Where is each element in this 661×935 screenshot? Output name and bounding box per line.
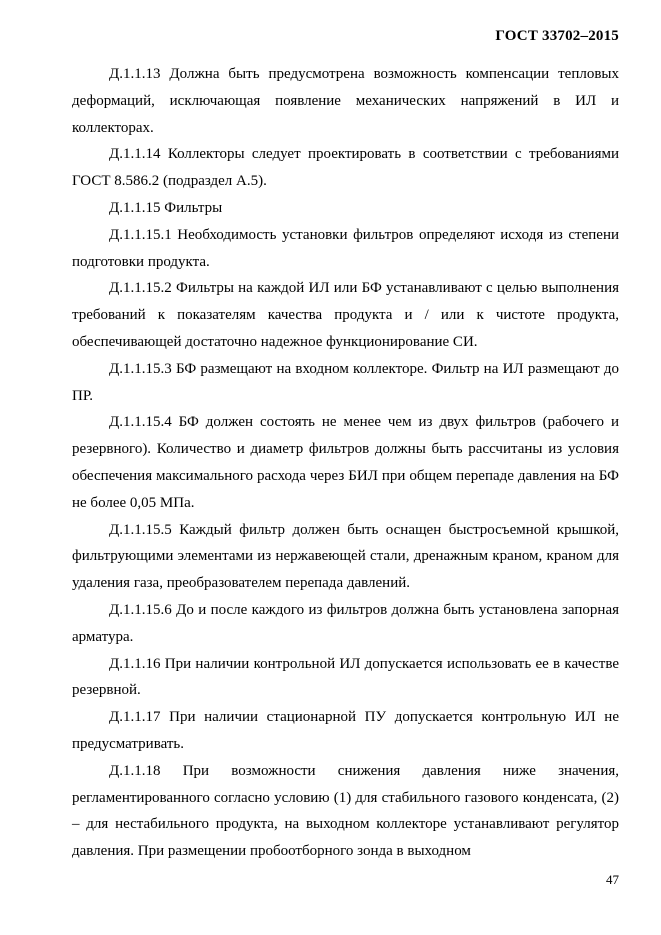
paragraph-d-1-1-15-4: Д.1.1.15.4 БФ должен состоять не менее чем из двух фильтров (рабочего и резервного). Количество и диаметр фильтров должны быть рассчитаны из условия обеспечения максимального расхода через БИЛ при общем перепаде давления на БФ не более 0,05 МПа.: [72, 414, 619, 511]
paragraph-d-1-1-16: Д.1.1.16 При наличии контрольной ИЛ допускается использовать ее в качестве резервной.: [72, 655, 619, 699]
paragraph-d-1-1-15: Д.1.1.15 Фильтры: [109, 199, 223, 216]
document-body: [72, 61, 619, 865]
paragraph-d-1-1-14: Д.1.1.14 Коллекторы следует проектировать в соответствии с требованиями ГОСТ 8.586.2 (подраздел А.5).: [72, 146, 619, 190]
paragraph-d-1-1-15-2: Д.1.1.15.2 Фильтры на каждой ИЛ или БФ устанавливают с целью выполнения требований к показателям качества продукта и / или к чистоте продукта, обеспечивающей достаточно надежное функционирование СИ.: [72, 280, 619, 350]
paragraph-d-1-1-15-5: Д.1.1.15.5 Каждый фильтр должен быть оснащен быстросъемной крышкой, фильтрующими элементами из нержавеющей стали, дренажным краном, краном для удаления газа, преобразователем перепада давлений.: [72, 521, 619, 592]
paragraph-d-1-1-17: Д.1.1.17 При наличии стационарной ПУ допускается контрольную ИЛ не предусматривать.: [72, 709, 619, 752]
paragraph-d-1-1-15-3: Д.1.1.15.3 БФ размещают на входном коллекторе. Фильтр на ИЛ размещают до ПР.: [72, 360, 619, 404]
paragraph-d-1-1-15-1: Д.1.1.15.1 Необходимость установки фильтров определяют исходя из степени подготовки продукта.: [72, 226, 619, 270]
paragraph-d-1-1-18: Д.1.1.18 При возможности снижения давления ниже значения, регламентированного согласно условию (1) для стабильного газового конденсата, (2) – для нестабильного продукта, на выходном коллекторе устанавливают регулятор давления. При размещении пробоотборного зонда в выходном: [72, 762, 619, 860]
document-header: ГОСТ 33702–2015: [495, 28, 619, 44]
paragraph-d-1-1-13: Д.1.1.13 Должна быть предусмотрена возможность компенсации тепловых деформаций, исключающая появление механических напряжений в ИЛ и коллекторах.: [72, 66, 619, 136]
page-number: 47: [606, 872, 619, 887]
paragraph-d-1-1-15-6: Д.1.1.15.6 До и после каждого из фильтров должна быть установлена запорная арматура.: [72, 601, 619, 645]
